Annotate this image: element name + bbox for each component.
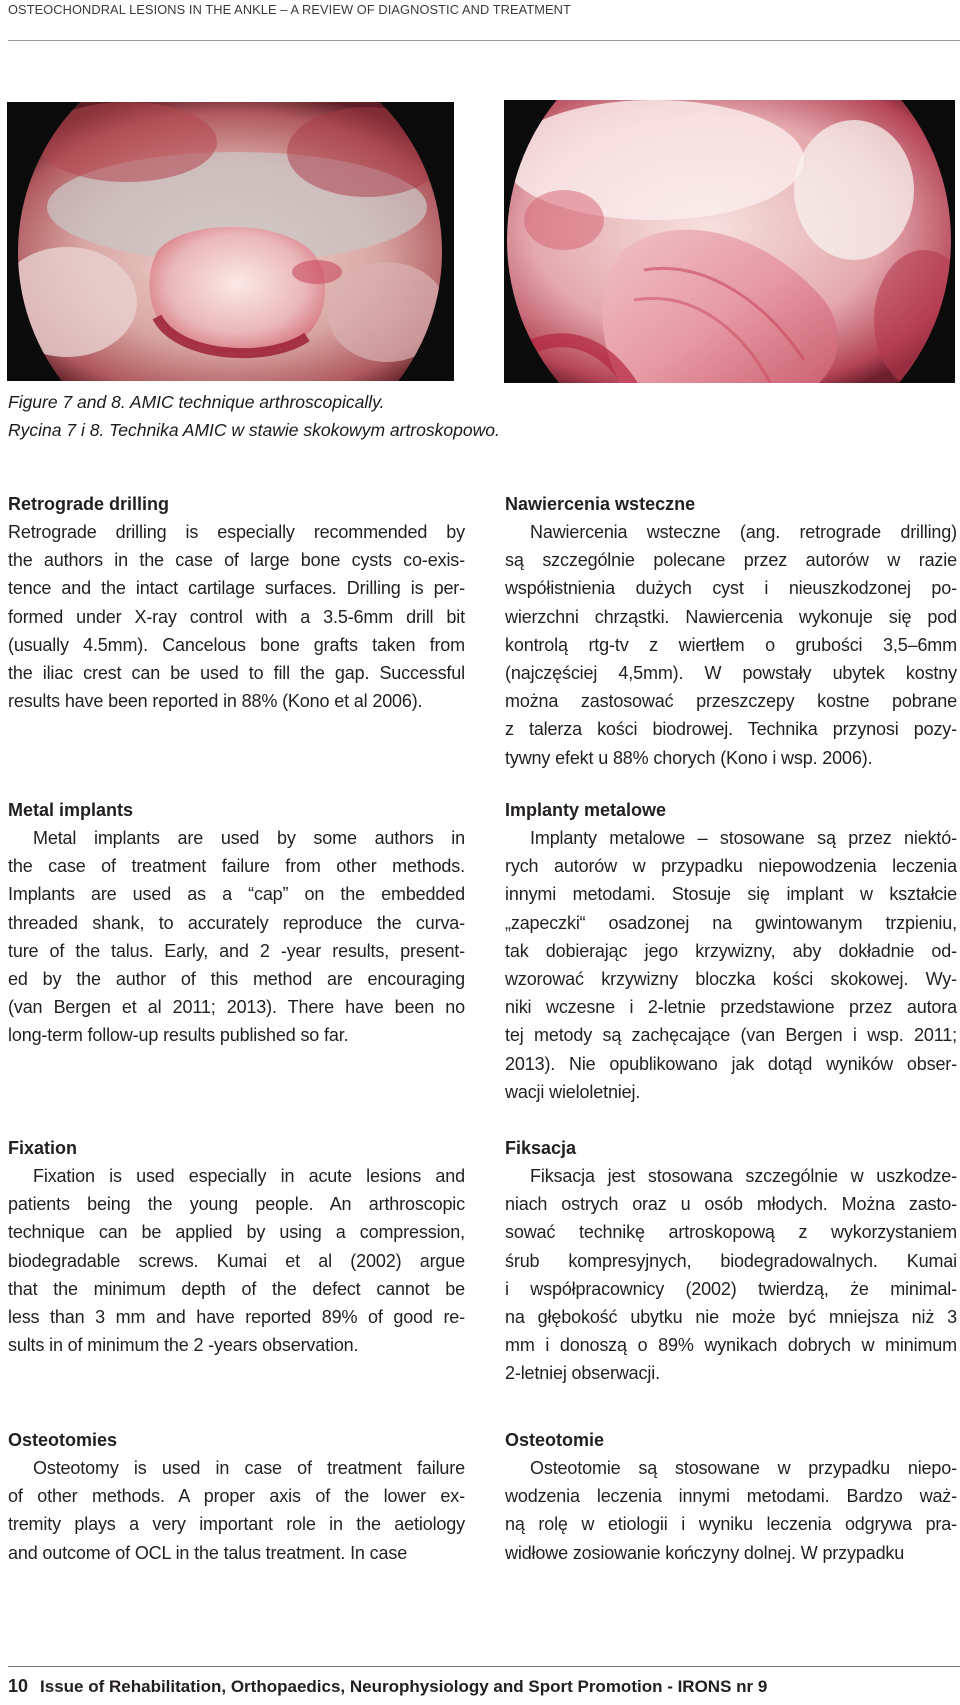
text-line: „zapeczki“ osadzonej na gwintowanym trzpieniu, [505, 912, 957, 933]
section-nawiercenia-wsteczne [505, 490, 957, 772]
text-line: i współpracownicy (2002) twierdzą, że minimal- [505, 1278, 957, 1299]
figure-7-photo [7, 102, 454, 381]
running-head: OSTEOCHONDRAL LESIONS IN THE ANKLE – A REVIEW OF DIAGNOSTIC AND TREATMENT [8, 2, 571, 17]
text-line: widłowe zosiowanie kończyny dolnej. W przypadku [505, 1542, 905, 1563]
text-line: 2013). Nie opublikowano jak dotąd wyników obser- [505, 1053, 957, 1074]
text-line: tak dobierając jego krzywizny, aby dokładnie od- [505, 940, 957, 961]
text-line: long-term follow-up results published so far. [8, 1025, 349, 1046]
header-rule [8, 40, 960, 41]
text-line: that the minimum depth of the defect cannot be [8, 1278, 465, 1299]
text-line: tej metody są zachęcające (van Bergen i wsp. 2011; [505, 1025, 957, 1046]
text-line: and outcome of OCL in the talus treatment. In case [8, 1542, 408, 1563]
text-line: Implanty metalowe – stosowane są przez niektó- [530, 828, 957, 848]
text-line: Osteotomie są stosowane w przypadku niepo- [530, 1458, 957, 1478]
footer-rule [8, 1666, 960, 1667]
text-line: są szczególnie polecane przez autorów w razie [505, 550, 957, 571]
text-line: the authors in the case of large bone cysts co-exis- [8, 550, 465, 571]
text-line: results have been reported in 88% (Kono et al 2006). [8, 691, 423, 712]
section-title: Fixation [8, 1138, 78, 1158]
text-line: Osteotomy is used in case of treatment failure [33, 1458, 465, 1478]
text-line: (van Bergen et al 2011; 2013). There have been no [8, 997, 465, 1018]
text-line: mm i donoszą o 89% wynikach dobrych w minimum [505, 1335, 957, 1356]
section-fixation [8, 1134, 465, 1359]
figure-8-photo [504, 100, 955, 383]
text-line: tremity plays a very important role in the aetiology [8, 1514, 465, 1535]
section-metal-implants [8, 796, 465, 1050]
section-title: Implanty metalowe [505, 800, 667, 820]
text-line: sults in of minimum the 2 -years observation. [8, 1335, 359, 1356]
journal-name: Issue of Rehabilitation, Orthopaedics, Neurophysiology and Sport Promotion - IRONS nr 9 [40, 1677, 768, 1696]
section-fiksacja [505, 1134, 957, 1388]
text-line: śrub kompresyjnych, biodegradowalnych. Kumai [505, 1250, 957, 1271]
text-line: niach ostrych oraz u osób młodych. Można zasto- [505, 1194, 957, 1215]
text-line: formed under X-ray control with a 3.5-6mm drill bit [8, 606, 465, 627]
text-line: kontrolą rtg-tv z wiertłem o grubości 3,5–6mm [505, 634, 957, 655]
text-line: the iliac crest can be used to fill the gap. Successful [8, 662, 465, 683]
text-line: z talerza kości biodrowej. Technika przynosi pozy- [505, 719, 957, 740]
text-line: innymi metodami. Stosuje się implant w kształcie [505, 884, 957, 905]
text-line: 2-letniej obserwacji. [505, 1363, 660, 1384]
section-osteotomies [8, 1426, 465, 1567]
text-line: na głębokość ubytku nie może być mniejsza niż 3 [505, 1306, 957, 1327]
text-line: można zastosować przeszczepy kostne pobrane [505, 691, 957, 712]
text-line: Nawiercenia wsteczne (ang. retrograde drilling) [530, 522, 957, 542]
section-title: Osteotomies [8, 1430, 118, 1450]
text-line: Fiksacja jest stosowana szczególnie w uszkodze- [530, 1166, 957, 1186]
figure-caption-pl: Rycina 7 i 8. Technika AMIC w stawie skokowym artroskopowo. [8, 420, 500, 440]
text-line: tywny efekt u 88% chorych (Kono i wsp. 2006). [505, 747, 873, 768]
text-line: the case of treatment failure from other methods. [8, 856, 465, 877]
section-retrograde-drilling [8, 490, 465, 715]
text-line: technique can be applied by using a compression, [8, 1222, 465, 1243]
text-line: wodzenia leczenia innymi metodami. Bardzo waż- [505, 1486, 957, 1507]
text-line: wzorować krzywizny bloczka kości skokowej. Wy- [505, 968, 957, 989]
figure-caption [8, 388, 908, 444]
text-line: sować technikę artroskopową z wykorzystaniem [505, 1222, 957, 1243]
text-line: ed by the author of this method are encouraging [8, 968, 465, 989]
text-line: współistnienia dużych cyst i nieuszkodzonej po- [505, 578, 957, 599]
text-line: rych autorów w przypadku niepowodzenia leczenia [505, 856, 957, 877]
figure-caption-en: Figure 7 and 8. AMIC technique arthroscopically. [8, 392, 385, 412]
footer [8, 1676, 958, 1697]
section-title: Nawiercenia wsteczne [505, 494, 696, 514]
text-line: of other methods. A proper axis of the lower ex- [8, 1486, 465, 1507]
text-line: ną rolę w etiologii i wyniku leczenia odgrywa pra- [505, 1514, 957, 1535]
section-title: Metal implants [8, 800, 134, 820]
text-line: threaded shank, to accurately reproduce the curva- [8, 912, 465, 933]
text-line: wacji wieloletniej. [505, 1081, 641, 1102]
section-implanty-metalowe [505, 796, 957, 1106]
text-line: Implants are used as a “cap” on the embedded [8, 884, 465, 905]
text-line: (najczęściej 4,5mm). W powstały ubytek kostny [505, 662, 957, 683]
text-line: Metal implants are used by some authors in [33, 828, 465, 848]
text-line: ture of the talus. Early, and 2 -year results, present- [8, 940, 465, 961]
text-line: Retrograde drilling is especially recommended by [8, 522, 465, 542]
page-number: 10 [8, 1676, 29, 1696]
text-line: Fixation is used especially in acute lesions and [33, 1166, 465, 1186]
section-osteotomie [505, 1426, 957, 1567]
text-line: less than 3 mm and have reported 89% of good re- [8, 1306, 465, 1327]
section-title: Osteotomie [505, 1430, 605, 1450]
text-line: patients being the young people. An arthroscopic [8, 1194, 465, 1215]
text-line: biodegradable screws. Kumai et al (2002) argue [8, 1250, 465, 1271]
section-title: Fiksacja [505, 1138, 577, 1158]
section-title: Retrograde drilling [8, 494, 170, 514]
text-line: (usually 4.5mm). Cancelous bone grafts taken from [8, 634, 465, 655]
text-line: wierzchni chrząstki. Nawiercenia wykonuje się pod [505, 606, 957, 627]
text-line: niki wczesne i 2-letnie przedstawione przez autora [505, 997, 957, 1018]
text-line: tence and the intact cartilage surfaces. Drilling is per- [8, 578, 465, 599]
